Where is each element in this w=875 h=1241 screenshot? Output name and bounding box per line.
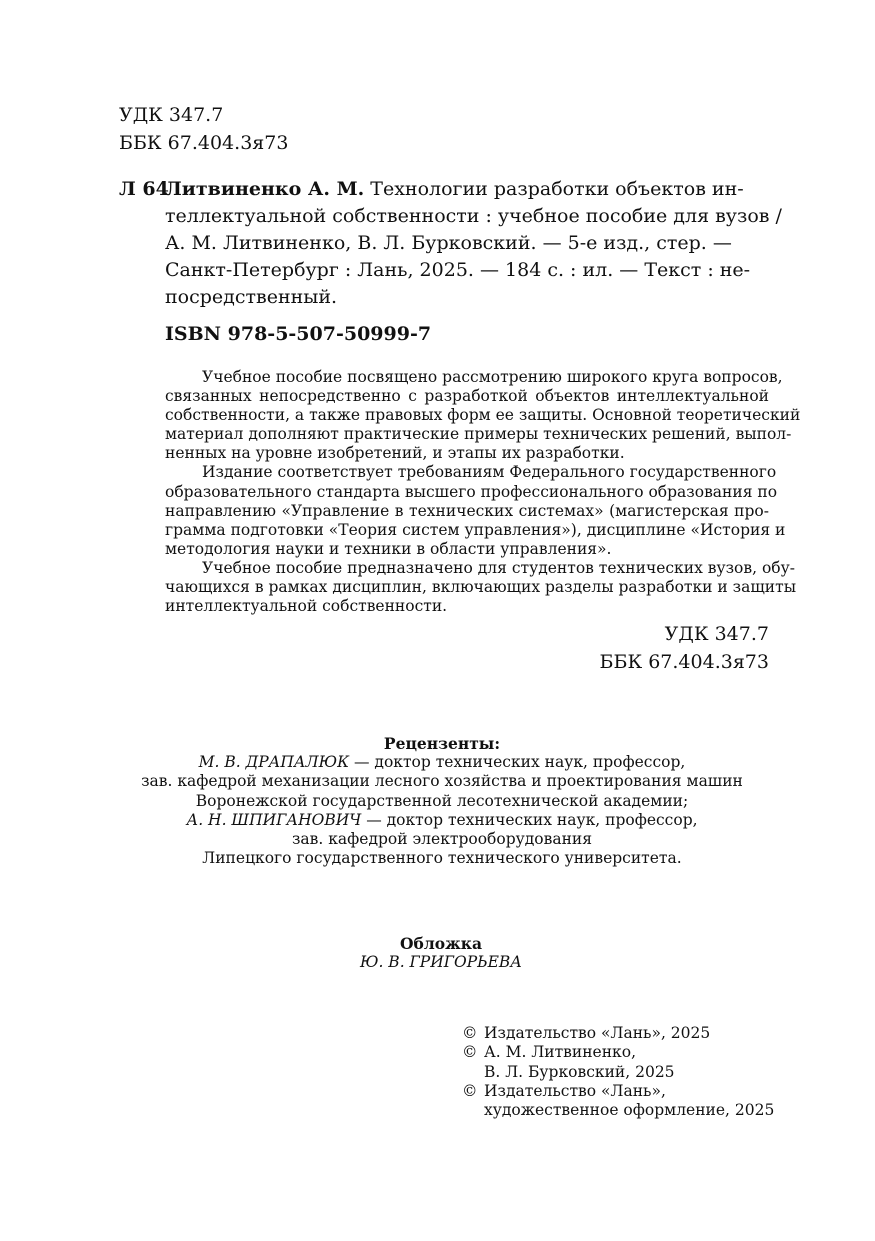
reviewer-line	[140, 811, 744, 830]
reviewers-block	[140, 734, 744, 868]
entry-line: Санкт-Петербург : Лань, 2025. — 184 с. : ил. — Текст : не-	[165, 259, 751, 281]
abstract-line: ненных на уровне изобретений, и этапы их разработки.	[165, 444, 625, 463]
abstract	[165, 368, 801, 616]
copyright-text: Издательство «Лань», 2025	[484, 1024, 711, 1042]
entry-title-start: Технологии разработки объектов ин-	[370, 178, 744, 200]
copyright-text: Издательство «Лань»,	[484, 1081, 666, 1100]
entry-body	[165, 176, 782, 311]
abstract-line: собственности, а также правовых форм ее защиты. Основной теоретический	[165, 406, 801, 425]
reviewer-line: зав. кафедрой электрооборудования	[291, 830, 593, 849]
isbn: ISBN 978-5-507-50999-7	[165, 323, 432, 345]
copyright-text: художественное оформление, 2025	[484, 1101, 775, 1120]
entry-line	[165, 176, 769, 203]
udk-code: УДК 347.7	[664, 623, 769, 645]
entry-line: А. М. Литвиненко, В. Л. Бурковский. — 5-е изд., стер. —	[165, 232, 732, 254]
bbk-code: ББК 67.404.3я73	[599, 651, 769, 673]
reviewer-line: зав. кафедрой механизации лесного хозяйства и проектирования машин	[141, 772, 743, 791]
copyright-row	[462, 1063, 774, 1082]
copyright-row	[462, 1101, 774, 1120]
reviewer-line	[140, 753, 744, 772]
reviewer-credentials: — доктор технических наук, профессор,	[349, 753, 686, 772]
reviewer-name: М. В. ДРАПАЛЮК	[198, 753, 350, 772]
abstract-line: Учебное пособие посвящено рассмотрению широкого круга вопросов,	[202, 368, 783, 386]
abstract-line: связанных непосредственно с разработкой объектов интеллектуальной	[165, 387, 769, 406]
abstract-line: методология науки и техники в области управления».	[165, 539, 612, 558]
copyright-row	[462, 1024, 774, 1043]
abstract-line: интеллектуальной собственности.	[165, 597, 448, 616]
cover-designer: Ю. В. ГРИГОРЬЕВА	[359, 953, 523, 972]
copyright-row	[462, 1043, 774, 1062]
copyright-row	[462, 1082, 774, 1101]
abstract-line: Издание соответствует требованиям Федерального государственного	[202, 463, 777, 482]
abstract-line: чающихся в рамках дисциплин, включающих разделы разработки и защиты	[165, 578, 797, 597]
copyright-symbol: ©	[462, 1043, 478, 1062]
abstract-line: материал дополняют практические примеры технических решений, выпол-	[165, 425, 792, 444]
reviewer-line: Липецкого государственного технического университета.	[202, 849, 682, 868]
author-mark: Л 64	[119, 178, 169, 200]
abstract-line: образовательного стандарта высшего профессионального образования по	[165, 482, 778, 501]
cover-credit	[290, 934, 592, 972]
classification-codes-bottom	[600, 620, 769, 676]
bbk-code: ББК 67.404.3я73	[119, 132, 289, 154]
entry-line: посредственный.	[165, 286, 338, 308]
copyright-symbol: ©	[462, 1024, 478, 1042]
author-name: Литвиненко А. М.	[165, 178, 365, 200]
entry-line: теллектуальной собственности : учебное пособие для вузов /	[165, 205, 782, 227]
udk-code: УДК 347.7	[119, 104, 224, 126]
copyright-text: А. М. Литвиненко,	[484, 1043, 636, 1062]
copyright-block	[462, 1024, 774, 1120]
abstract-line: направлению «Управление в технических системах» (магистерская про-	[165, 501, 769, 520]
copyright-symbol: ©	[462, 1081, 478, 1100]
reviewer-name: А. Н. ШПИГАНОВИЧ	[186, 810, 362, 829]
abstract-line: Учебное пособие предназначено для студентов технических вузов, обу-	[202, 558, 795, 577]
cover-title: Обложка	[400, 934, 482, 953]
copyright-text: В. Л. Бурковский, 2025	[484, 1062, 675, 1081]
reviewer-credentials: — доктор технических наук, профессор,	[361, 810, 698, 829]
reviewers-title: Рецензенты:	[383, 734, 501, 753]
classification-codes-top	[119, 101, 288, 157]
abstract-line: грамма подготовки «Теория систем управления»), дисциплине «История и	[165, 520, 786, 539]
reviewer-line: Воронежской государственной лесотехнической академии;	[195, 791, 689, 810]
